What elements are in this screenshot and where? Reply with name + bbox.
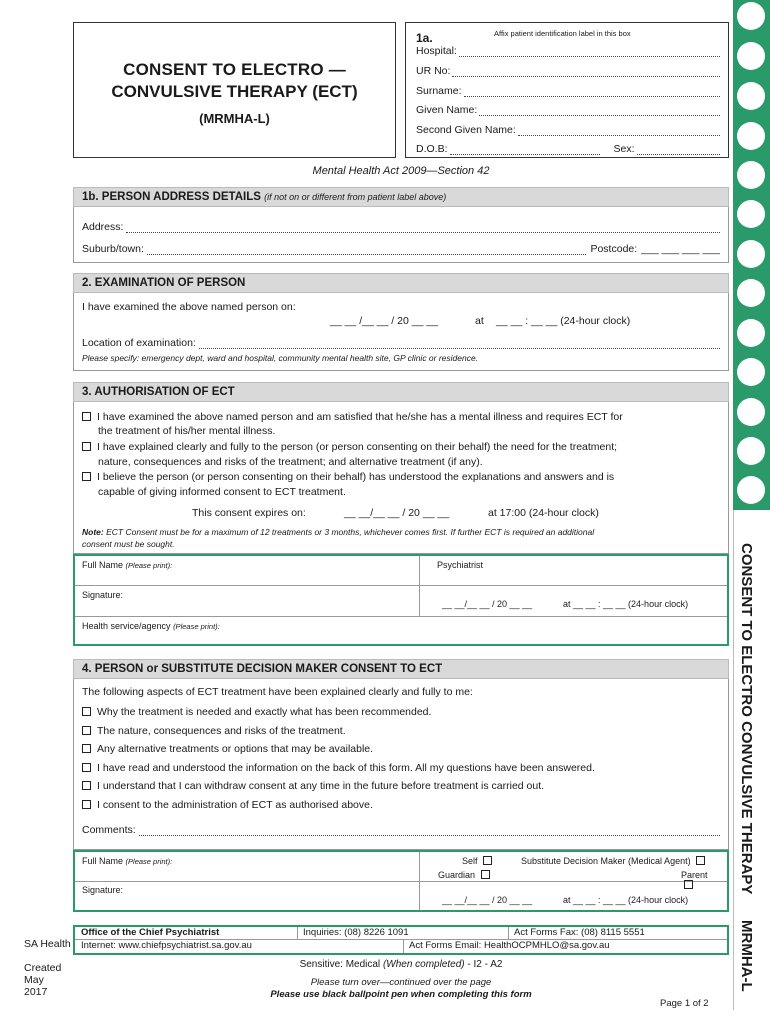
office-contact-table [73,925,729,955]
sensitive-label: Sensitive: Medical [299,959,381,970]
self-option[interactable] [462,856,498,866]
auth-item-2[interactable] [82,441,617,454]
checkbox[interactable] [82,442,91,451]
please-print-hint: (Please print): [125,561,173,570]
exam-at: at [475,315,484,327]
suburb-label: Suburb/town: [82,243,144,255]
form-code: (MRMHA-L) [199,111,270,126]
given-name-label: Given Name: [416,104,478,116]
section-1a-label: 1a. [416,31,433,45]
expires-time: at 17:00 (24-hour clock) [488,507,599,519]
classification-line [73,959,729,970]
consent-item[interactable] [82,762,595,775]
hospital-field[interactable] [416,45,720,57]
auth-item-1-cont: the treatment of his/her mental illness. [98,425,276,437]
consent-item-text: Why the treatment is needed and exactly what has been recommended. [97,706,432,718]
exam-time[interactable]: __ __ : __ __ (24-hour clock) [496,315,631,327]
expires-label: This consent expires on: [192,507,306,519]
consent-item-text: Any alternative treatments or options that may be available. [97,743,374,755]
please-print-hint: (Please print): [125,857,173,866]
punch-hole [737,240,765,268]
location-field[interactable] [82,337,720,349]
side-title: CONSENT TO ELECTRO CONVULSIVE THERAPY [738,543,755,895]
health-service-field[interactable] [82,621,220,631]
checkbox[interactable] [82,726,91,735]
auth-item-3[interactable] [82,471,614,484]
second-given-name-label: Second Given Name: [416,124,516,136]
psych-signature-field[interactable]: Signature: [82,590,124,600]
section-3-body [73,402,729,554]
form-title-line1: CONSENT TO ELECTRO — [123,60,346,79]
classification-code: - I2 - A2 [467,959,503,970]
consent-item[interactable] [82,706,431,719]
given-name-field[interactable] [416,104,720,116]
checkbox[interactable] [696,856,705,865]
psych-sig-date[interactable]: __ __/__ __ / 20 __ __ [442,599,533,609]
punch-hole [737,279,765,307]
examined-text: I have examined the above named person on: [82,301,296,313]
punch-hole [737,200,765,228]
consenter-sig-date[interactable]: __ __/__ __ / 20 __ __ [442,895,533,905]
checkbox[interactable] [684,880,693,889]
punch-hole [737,319,765,347]
created-year: 2017 [24,986,48,998]
ur-no-field[interactable] [416,65,720,77]
patient-label-box[interactable] [405,22,729,158]
checkbox[interactable] [483,856,492,865]
section-2-title: 2. EXAMINATION OF PERSON [82,277,246,289]
second-given-name-field[interactable] [416,124,720,136]
psychiatrist-signature-box [73,554,729,646]
section-1b-heading [73,187,729,207]
act-reference: Mental Health Act 2009—Section 42 [312,165,490,177]
punch-hole [737,2,765,30]
consenter-signature-box [73,850,729,912]
binding-strip [733,0,770,510]
sdm-option[interactable] [521,856,711,866]
forms-fax: Act Forms Fax: (08) 8115 5551 [514,927,645,938]
side-code: MRMHA-L [738,920,755,992]
form-title-line2: CONVULSIVE THERAPY (ECT) [111,82,358,101]
punch-hole [737,358,765,386]
hospital-label: Hospital: [416,45,457,57]
checkbox[interactable] [82,744,91,753]
sex-label: Sex: [613,143,635,155]
form-title-box [73,22,396,158]
checkbox[interactable] [82,412,91,421]
consent-item[interactable] [82,725,346,738]
comments-label: Comments: [82,824,136,836]
psychiatrist-label: Psychiatrist [437,560,484,570]
auth-item-1-text: I have examined the above named person and am satisfied that he/she has a mental illness and requires ECT for [97,411,623,423]
auth-item-1[interactable] [82,411,623,424]
health-service-label: Health service/agency [82,621,171,631]
forms-email[interactable]: Act Forms Email: HealthOCPMHLO@sa.gov.au [409,940,610,951]
checkbox[interactable] [82,800,91,809]
consenter-full-name-field[interactable] [82,856,172,866]
postcode-label: Postcode: [590,243,638,255]
expires-date[interactable]: __ __/__ __ / 20 __ __ [344,507,450,519]
checkbox[interactable] [481,870,490,879]
ur-no-label: UR No: [416,65,451,77]
section-3-title: 3. AUTHORISATION OF ECT [82,386,235,398]
location-hint: Please specify: emergency dept, ward and hospital, community mental health site, GP clinic or residence. [82,353,479,363]
note-label: Note: [82,527,104,537]
section-1b-title: 1b. PERSON ADDRESS DETAILS [82,191,261,203]
created-date [24,962,61,998]
consent-item-text: I have read and understood the information on the back of this form. All my questions have been answered. [97,762,595,774]
page-number: Page 1 of 2 [660,998,709,1009]
comments-field[interactable] [82,824,720,836]
ect-note [82,526,594,550]
address-field[interactable] [82,221,720,233]
note-text-cont: consent must be sought. [82,539,175,549]
consent-item[interactable] [82,743,373,756]
consent-item[interactable] [82,780,544,793]
punch-hole [737,437,765,465]
consent-item-text: The nature, consequences and risks of the treatment. [97,725,346,737]
turn-over-note: Please turn over—continued over the page [310,977,492,988]
checkbox[interactable] [82,707,91,716]
when-completed: (When completed) [382,959,465,970]
suburb-field[interactable] [82,243,720,255]
surname-field[interactable] [416,85,720,97]
section-4-heading [73,659,729,679]
office-name: Office of the Chief Psychiatrist [81,927,220,938]
self-label: Self [462,856,478,866]
sa-health-logo-text: SA Health [24,938,71,950]
auth-item-2-cont: nature, consequences and risks of the treatment; and alternative treatment (if any). [98,456,483,468]
created-month: May [24,974,44,986]
section-4-body [73,679,729,850]
section-2-heading [73,273,729,293]
postcode-blanks[interactable]: ___ ___ ___ ___ [641,243,720,255]
consent-item[interactable] [82,799,373,812]
exam-date[interactable]: __ __ /__ __ / 20 __ __ [330,315,439,327]
parent-label: Parent [681,870,708,880]
parent-option[interactable] [681,870,727,890]
consent-item-text: I understand that I can withdraw consent at any time in the future before treatment is carried out. [97,780,545,792]
auth-item-3-text: I believe the person (or person consenting on their behalf) has understood the explanations and answers and is [97,471,615,483]
punch-hole [737,42,765,70]
consent-item-text: I consent to the administration of ECT as authorised above. [97,799,373,811]
checkbox[interactable] [82,763,91,772]
section-4-title: 4. PERSON or SUBSTITUTE DECISION MAKER CONSENT TO ECT [82,663,443,675]
psych-sig-time[interactable]: at __ __ : __ __ (24-hour clock) [563,599,689,609]
auth-item-2-text: I have explained clearly and fully to the person (or person consenting on their behalf) the need for the treatment; [97,441,618,453]
punch-hole [737,398,765,426]
psych-full-name-field[interactable] [82,560,172,570]
dob-label: D.O.B: [416,143,448,155]
created-label: Created [24,962,62,974]
section-1b-body [73,207,729,263]
section-3-heading [73,382,729,402]
guardian-label: Guardian [438,870,476,880]
sdm-label: Substitute Decision Maker (Medical Agent) [521,856,691,866]
please-print-hint: (Please print): [173,622,220,631]
section-1b-sub: (if not on or different from patient label above) [264,192,447,202]
inquiries-phone: Inquiries: (08) 8226 1091 [303,927,409,938]
punch-hole [737,122,765,150]
address-label: Address: [82,221,124,233]
black-pen-note: Please use black ballpoint pen when completing this form [270,989,532,1000]
guardian-option[interactable] [438,870,496,880]
note-text: ECT Consent must be for a maximum of 12 treatments or 3 months, whichever comes first. If further ECT is required an additional [106,527,595,537]
surname-label: Surname: [416,85,462,97]
section-2-body [73,293,729,371]
side-divider [733,510,734,1010]
punch-hole [737,161,765,189]
consent-intro: The following aspects of ECT treatment have been explained clearly and fully to me: [82,686,473,698]
checkbox[interactable] [82,472,91,481]
dob-sex-field[interactable] [416,143,720,155]
consenter-sig-time[interactable]: at __ __ : __ __ (24-hour clock) [563,895,689,905]
office-website[interactable]: Internet: www.chiefpsychiatrist.sa.gov.au [81,940,252,951]
checkbox[interactable] [82,781,91,790]
full-name-label: Full Name [82,856,124,866]
auth-item-3-cont: capable of giving informed consent to ECT treatment. [98,486,346,498]
consenter-signature-field[interactable]: Signature: [82,885,124,895]
punch-hole [737,476,765,504]
punch-hole [737,82,765,110]
location-label: Location of examination: [82,337,196,349]
full-name-label: Full Name [82,560,124,570]
label-note: Affix patient identification label in this box [494,29,631,38]
